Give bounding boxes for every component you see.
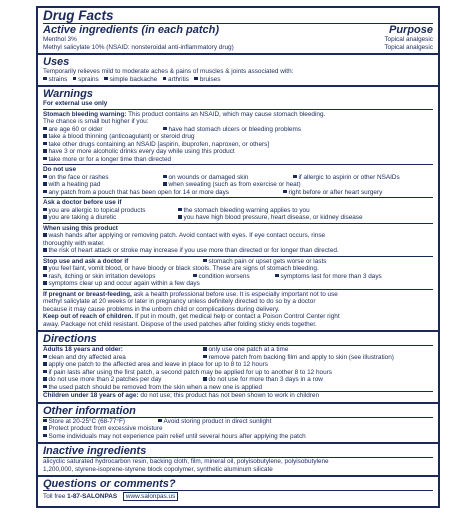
inactive-ingredients-text: alicyclic saturated hydrocarbon resin, backing cloth, film, mineral oil, polyisobutylene, polyisobutylene <box>43 457 433 466</box>
purpose-heading: Purpose <box>388 24 433 36</box>
list-item: take other drugs containing an NSAID [aspirin, ibuprofen, naproxen, or others] <box>43 141 433 149</box>
keep-out-text: away. Package not child resistant. Dispose of the used patches after folding sticky ends together. <box>43 320 317 328</box>
website-link[interactable]: www.salonpas.us <box>123 492 178 501</box>
keep-out-text: If put in mouth, get medical help or contact a Poison Control Center right <box>134 313 340 320</box>
ingredient-row <box>43 44 433 52</box>
list-item: Protect product from excessive moisture <box>43 425 433 433</box>
list-item: are age 60 or older have had stomach ulcers or bleeding problems <box>43 126 433 134</box>
stomach-warning-text: This product contains an NSAID, which may cause stomach bleeding. <box>128 110 326 118</box>
ingredient-row <box>43 36 433 44</box>
questions-section <box>38 477 438 503</box>
list-item: any patch from a pouch that has been open for 14 or more days right before or after heart surgery <box>43 189 433 197</box>
list-item: Store at 20-25°C (68-77°F) Avoid storing product in direct sunlight <box>43 417 433 426</box>
active-ingredients-heading: Active ingredients (in each patch) <box>43 24 220 36</box>
list-item: Some individuals may not experience pain relief until several hours after applying the patch <box>43 433 433 441</box>
list-item: with a heating pad when sweating (such as from exercise or heat) <box>43 181 433 189</box>
inactive-ingredients-heading: Inactive ingredients <box>43 445 147 457</box>
list-item: take a blood thinning (anticoagulant) or steroid drug <box>43 133 433 141</box>
ask-doctor-heading: Ask a doctor before use if <box>43 197 433 207</box>
ingredient-purpose: Topical analgesic <box>384 43 433 51</box>
uses-text: Temporarily relieves mild to moderate aches & pains of muscles & joints associated with: <box>43 68 294 75</box>
list-item: symptoms clear up and occur again within a few days <box>43 280 433 288</box>
uses-item: strains <box>48 75 68 83</box>
directions-section <box>38 332 438 404</box>
list-item: the risk of heart attack or stroke may increase if you use more than directed or for longer than directed. <box>43 247 433 255</box>
toll-free-label: Toll free <box>43 493 66 500</box>
list-item: apply one patch to the affected area and leave in place for up to 8 to 12 hours <box>43 361 433 369</box>
do-not-use-heading: Do not use <box>43 164 433 174</box>
ingredient-purpose: Topical analgesic <box>384 36 433 43</box>
pregnancy-text: because it may cause problems in the unborn child or complications during delivery. <box>43 305 280 313</box>
ingredient-name: Menthol 3% <box>43 36 77 43</box>
active-ingredients-section <box>38 8 438 55</box>
list-item: you feel faint, vomit blood, or have bloody or black stools. These are signs of stomach bleeding. <box>43 265 433 273</box>
list-item: clean and dry affected area remove patch from backing film and apply to skin (see illustration) <box>43 354 433 362</box>
list-item: wash hands after applying or removing patch. Avoid contact with eyes. If eye contact occurs, rinse <box>43 232 433 240</box>
list-item: rash, itching or skin irritation develops condition worsens symptoms last for more than 3 days <box>43 273 433 281</box>
drug-facts-title: Drug Facts <box>43 8 114 23</box>
adults-heading: Adults 18 years and older: <box>43 346 123 353</box>
other-information-heading: Other information <box>43 404 136 417</box>
uses-list <box>43 76 433 84</box>
list-item: you are allergic to topical products the stomach bleeding warning applies to you <box>43 207 433 215</box>
list-item: take more or for a longer time than directed <box>43 156 433 164</box>
list-item: if pain lasts after using the first patch, a second patch may be applied for up to another 8 to 12 hours <box>43 369 433 377</box>
inactive-ingredients-text: 1,200,000, styrene-isoprene-styrene block copolymer, synthetic aluminum silicate <box>43 465 273 473</box>
list-item: only use one patch at a time <box>203 346 288 354</box>
when-using-heading: When using this product <box>43 223 433 233</box>
pregnancy-heading: If pregnant or breast-feeding, <box>43 290 132 298</box>
other-information-section <box>38 404 438 445</box>
uses-item: arthritis <box>168 75 189 83</box>
list-item: have 3 or more alcoholic drinks every day while using this product <box>43 148 433 156</box>
keep-out-heading: Keep out of reach of children. <box>43 313 134 320</box>
children-heading: Children under 18 years of age: <box>43 392 139 399</box>
children-text: do not use; this product has not been shown to work in children <box>140 392 320 399</box>
external-use-text: For external use only <box>43 100 108 107</box>
list-item: the used patch should be removed from the skin when a new one is applied <box>43 384 433 392</box>
list-item: you are taking a diuretic you have high blood pressure, heart disease, or kidney disease <box>43 214 433 222</box>
list-item: thoroughly with water. <box>43 239 105 247</box>
pregnancy-text: ask a health professional before use. It is especially important not to use <box>133 290 338 298</box>
phone-number: 1-87-SALONPAS <box>67 493 118 500</box>
pregnancy-text: methyl salicylate at 20 weeks or later in pregnancy unless definitely directed to do so by a doctor <box>43 298 316 305</box>
chance-text: The chance is small but higher if you: <box>43 118 149 125</box>
uses-item: simple backache <box>109 75 158 83</box>
list-item: stomach pain or upset gets worse or lasts <box>203 258 326 266</box>
uses-section <box>38 55 438 87</box>
uses-item: sprains <box>78 75 99 83</box>
warnings-heading: Warnings <box>43 88 93 100</box>
uses-heading: Uses <box>43 56 70 68</box>
warnings-section <box>38 87 438 332</box>
ingredient-name: Methyl salicylate 10% (NSAID: nonsteroidal anti-inflammatory drug) <box>43 43 234 51</box>
directions-heading: Directions <box>43 333 97 345</box>
stop-use-heading: Stop use and ask a doctor if <box>43 257 129 265</box>
questions-heading: Questions or comments? <box>43 478 176 490</box>
uses-item: bruises <box>199 75 221 83</box>
list-item: on the face or rashes on wounds or damaged skin if allergic to aspirin or other NSAIDs <box>43 174 433 182</box>
stomach-warning-heading: Stomach bleeding warning: <box>43 110 127 118</box>
list-item: do not use more than 2 patches per day do not use for more than 3 days in a row <box>43 376 433 384</box>
drug-facts-panel <box>36 6 440 508</box>
inactive-ingredients-section <box>38 444 438 477</box>
